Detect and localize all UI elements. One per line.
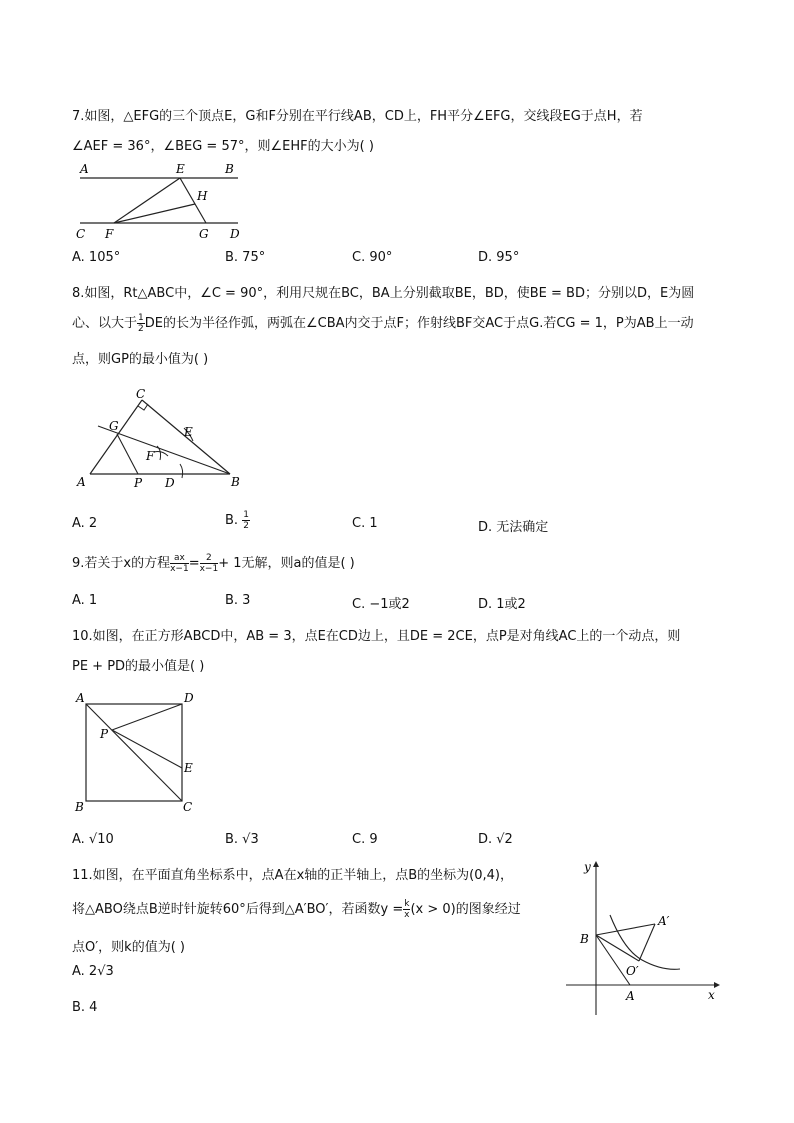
- q10-stem-line2: PE + PD的最小值是( ): [72, 659, 205, 674]
- q8-stem-line2-pre: 心、以大于: [72, 316, 138, 331]
- q8-figure: [72, 386, 247, 491]
- q8-label-P: P: [134, 476, 143, 490]
- q9-option-c[interactable]: C. −1或2: [352, 597, 410, 612]
- q7-label-G: G: [199, 227, 209, 241]
- q7-label-B: B: [225, 162, 234, 176]
- q7-label-C: C: [76, 227, 86, 241]
- q10-label-B: B: [75, 800, 84, 814]
- q8-option-d[interactable]: D. 无法确定: [478, 520, 549, 535]
- q8-label-A: A: [77, 475, 86, 489]
- q8-stem-line3: 点，则GP的最小值为( ): [72, 352, 209, 367]
- q11-label-A: A: [626, 989, 635, 1003]
- q9-option-d[interactable]: D. 1或2: [478, 597, 526, 612]
- q8-option-a[interactable]: A. 2: [72, 516, 98, 531]
- q11-label-x: x: [708, 988, 715, 1002]
- q10-figure: [72, 690, 202, 815]
- q10-option-d[interactable]: D. √2: [478, 832, 513, 847]
- q8-label-C: C: [136, 387, 146, 401]
- q7-label-D: D: [230, 227, 240, 241]
- q9-stem: 9.若关于x的方程 $\frac{ax}{x-1}$ = $\frac{2}{x-1}$ + 1无解，则a的值是( ): [72, 553, 355, 574]
- q10-option-b[interactable]: B. √3: [225, 832, 259, 847]
- q11-stem-line2: 将△ABO绕点B逆时针旋转60°后得到△A′BO′，若函数y = $\frac{k}{x}$ (x > 0)的图象经过: [72, 899, 521, 920]
- q8-option-c[interactable]: C. 1: [352, 516, 378, 531]
- q10-label-D: D: [184, 691, 194, 705]
- q7-stem-line2: ∠AEF = 36°，∠BEG = 57°，则∠EHF的大小为( ): [72, 139, 374, 154]
- q10-option-c[interactable]: C. 9: [352, 832, 378, 847]
- q8-label-D: D: [165, 476, 175, 490]
- q9-option-a[interactable]: A. 1: [72, 593, 98, 608]
- q10-label-E: E: [184, 761, 193, 775]
- q11-stem-line1: 11.如图，在平面直角坐标系中，点A在x轴的正半轴上，点B的坐标为(0,4)，: [72, 868, 513, 883]
- q11-label-O-prime: O′: [626, 964, 639, 978]
- q10-label-P: P: [100, 727, 109, 741]
- q11-label-y: y: [584, 860, 591, 874]
- q7-option-c[interactable]: C. 90°: [352, 250, 393, 265]
- q7-option-b[interactable]: B. 75°: [225, 250, 266, 265]
- q8-label-B: B: [231, 475, 240, 489]
- q8-label-F: F: [146, 449, 155, 463]
- q8-stem-line1: 8.如图，Rt△ABC中，∠C = 90°，利用尺规在BC，BA上分别截取BE，BD，使BE = BD；分别以D，E为圆: [72, 286, 695, 301]
- q7-label-E: E: [176, 162, 185, 176]
- q11-option-a[interactable]: A. 2√3: [72, 964, 114, 979]
- q7-figure: [72, 158, 252, 243]
- q10-label-A: A: [76, 691, 85, 705]
- q10-stem-line1: 10.如图，在正方形ABCD中，AB = 3，点E在CD边上，且DE = 2CE，点P是对角线AC上的一个动点，则: [72, 629, 681, 644]
- q9-option-b[interactable]: B. 3: [225, 593, 251, 608]
- q7-label-A: A: [80, 162, 89, 176]
- q11-label-B: B: [580, 932, 589, 946]
- q8-label-G: G: [109, 419, 119, 433]
- q8-option-b[interactable]: B. $\frac{1}{2}$: [225, 510, 249, 531]
- q7-option-d[interactable]: D. 95°: [478, 250, 520, 265]
- q11-option-b[interactable]: B. 4: [72, 1000, 98, 1015]
- q8-stem-line2-post: DE的长为半径作弧，两弧在∠CBA内交于点F；作射线BF交AC于点G.若CG = 1，P为AB上一动: [144, 316, 694, 331]
- q11-label-A-prime: A′: [658, 914, 670, 928]
- q7-option-a[interactable]: A. 105°: [72, 250, 121, 265]
- q8-fraction-half: $\frac{1}{2}$: [138, 313, 144, 334]
- q8-label-E: E: [184, 425, 193, 439]
- q7-label-H: H: [197, 189, 208, 203]
- q10-option-a[interactable]: A. √10: [72, 832, 114, 847]
- q7-label-F: F: [105, 227, 114, 241]
- q11-stem-line3: 点O′，则k的值为( ): [72, 940, 185, 955]
- q10-label-C: C: [183, 800, 193, 814]
- q11-figure: [562, 855, 727, 1020]
- q8-stem-line2: [72, 312, 694, 334]
- q7-stem-line1: 7.如图，△EFG的三个顶点E，G和F分别在平行线AB，CD上，FH平分∠EFG，交线段EG于点H，若: [72, 109, 643, 124]
